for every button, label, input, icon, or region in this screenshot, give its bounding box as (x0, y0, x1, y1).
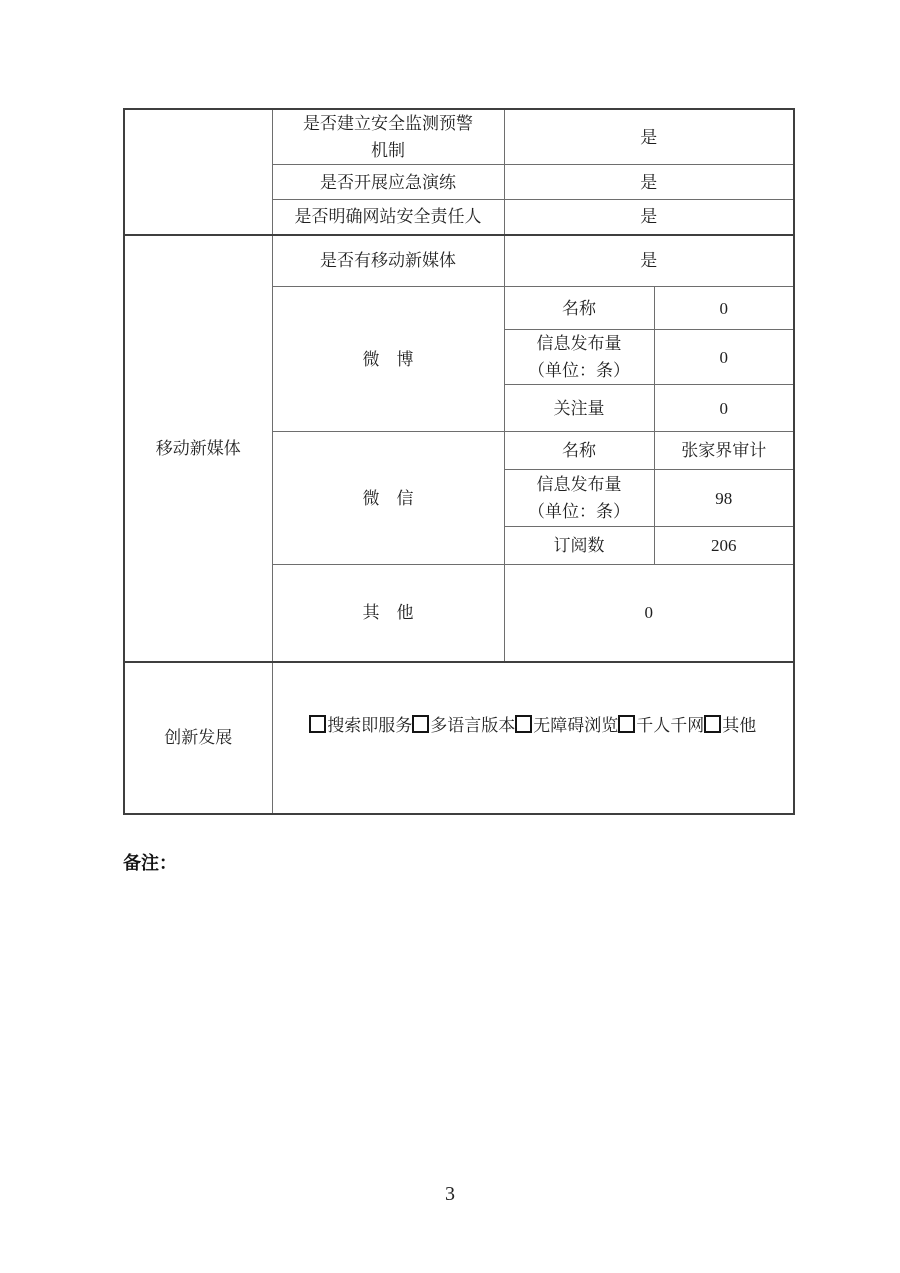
cell-innovation-section-label: 创新发展 (124, 662, 272, 814)
innovation-option-label: 其他 (722, 716, 757, 735)
cell-security-monitor-value: 是 (504, 109, 794, 165)
checkbox-icon (618, 715, 635, 733)
cell-weibo-followers-value: 0 (654, 385, 794, 432)
cell-security-section-label (124, 109, 272, 235)
cell-weibo-posts-value: 0 (654, 330, 794, 385)
cell-other-media-label: 其 他 (272, 565, 504, 662)
checkbox-icon (412, 715, 429, 733)
innovation-option-label: 千人千网 (636, 716, 705, 735)
innovation-option-label: 无障碍浏览 (533, 716, 619, 735)
notes-label: 备注： (123, 853, 177, 873)
wechat-posts-label-line2: （单位：条） (528, 502, 630, 521)
cell-wechat-name-value: 张家界审计 (654, 432, 794, 470)
cell-mobile-media-section-label: 移动新媒体 (124, 235, 272, 662)
cell-weibo-name-label: 名称 (504, 287, 654, 330)
cell-security-responsible-label: 是否明确网站安全责任人 (272, 200, 504, 235)
innovation-option (515, 712, 618, 739)
cell-wechat-subscribers-label: 订阅数 (504, 527, 654, 565)
cell-weibo-label: 微 博 (272, 287, 504, 432)
page-number: 3 (445, 1183, 455, 1205)
cell-security-monitor-label (272, 109, 504, 165)
checkbox-icon (309, 715, 326, 733)
cell-innovation-options (272, 662, 794, 814)
report-table (123, 108, 795, 815)
innovation-option (618, 712, 704, 739)
innovation-options-row (277, 712, 790, 739)
cell-wechat-name-label: 名称 (504, 432, 654, 470)
cell-weibo-followers-label: 关注量 (504, 385, 654, 432)
security-monitor-label-line1: 是否建立安全监测预警 (303, 114, 473, 133)
innovation-option (309, 712, 412, 739)
innovation-option-label: 多语言版本 (430, 716, 516, 735)
cell-weibo-posts-label (504, 330, 654, 385)
cell-weibo-name-value: 0 (654, 287, 794, 330)
cell-wechat-label: 微 信 (272, 432, 504, 565)
cell-wechat-posts-value: 98 (654, 470, 794, 527)
innovation-option (704, 712, 756, 739)
innovation-option-label: 搜索即服务 (327, 716, 413, 735)
cell-other-media-value: 0 (504, 565, 794, 662)
weibo-posts-label-line1: 信息发布量 (536, 334, 622, 353)
cell-security-drill-value: 是 (504, 165, 794, 200)
cell-has-mobile-media-label: 是否有移动新媒体 (272, 235, 504, 287)
cell-has-mobile-media-value: 是 (504, 235, 794, 287)
weibo-posts-label-line2: （单位：条） (528, 361, 630, 380)
checkbox-icon (704, 715, 721, 733)
cell-security-drill-label: 是否开展应急演练 (272, 165, 504, 200)
cell-security-responsible-value: 是 (504, 200, 794, 235)
security-monitor-label-line2: 机制 (371, 141, 405, 160)
cell-wechat-posts-label (504, 470, 654, 527)
cell-wechat-subscribers-value: 206 (654, 527, 794, 565)
wechat-posts-label-line1: 信息发布量 (536, 475, 622, 494)
checkbox-icon (515, 715, 532, 733)
innovation-option (412, 712, 515, 739)
